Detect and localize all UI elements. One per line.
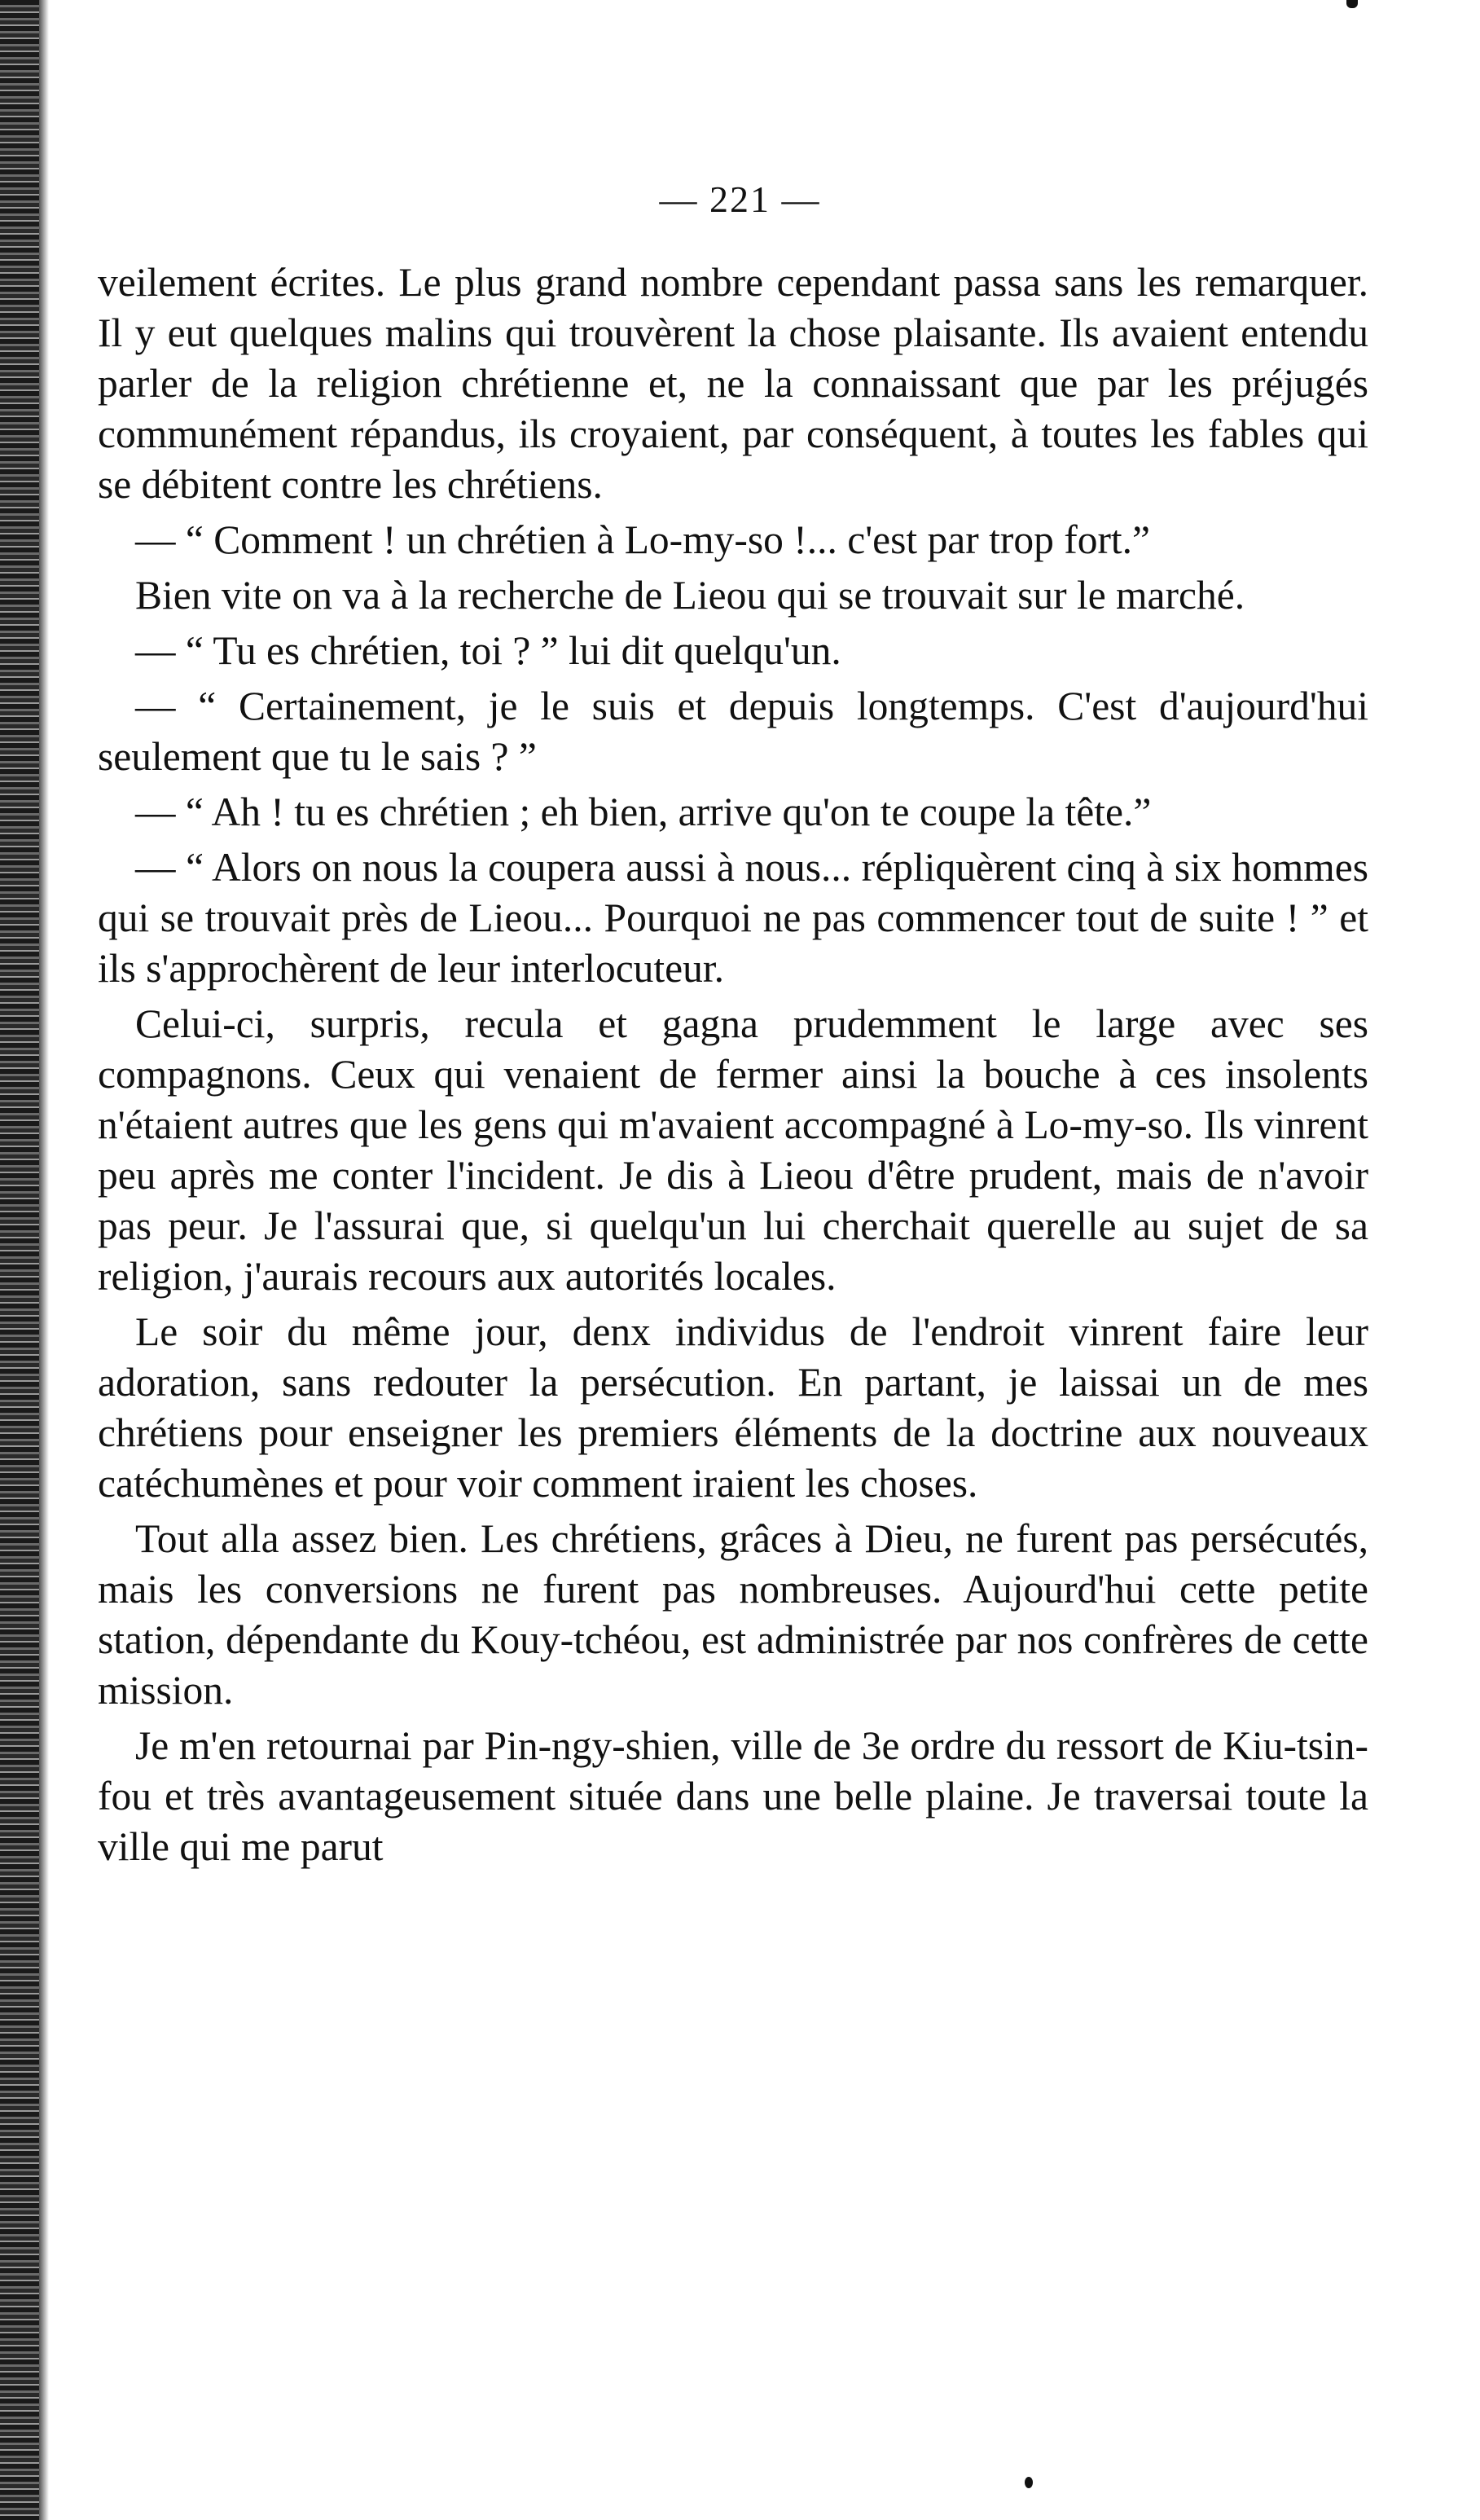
page-number: — 221 — — [659, 178, 821, 220]
corner-ink-mark — [1346, 0, 1358, 8]
dialogue-line: — “ Ah ! tu es chrétien ; eh bien, arrive qu'on te coupe la tête.” — [135, 789, 1152, 834]
dialogue-line: — “ Tu es chrétien, toi ? ” lui dit quelqu'un. — [135, 628, 841, 673]
dialogue-line: — “ Comment ! un chrétien à Lo-my-so !... c'est par trop fort.” — [135, 517, 1151, 562]
ink-speck — [1025, 2477, 1033, 2488]
book-binding-edge — [0, 0, 39, 2520]
paragraph: Le soir du même jour, denx individus de l'endroit vinrent faire leur adoration, sans redouter la persécution. En partant, je laissai un de mes chrétiens pour enseigner les premiers éléments de la doctrine aux nouveaux catéchumènes et pour voir comment iraient les choses. — [98, 1309, 1368, 1506]
body-text — [98, 257, 1368, 1877]
paragraph: Je m'en retournai par Pin-ngy-shien, ville de 3e ordre du ressort de Kiu-tsin-fou et très avantageusement située dans une belle plaine. Je traversai toute la ville qui me parut — [98, 1723, 1368, 1869]
dialogue-line: — “ Certainement, je le suis et depuis longtemps. C'est d'aujourd'hui seulement que tu le sais ? ” — [98, 684, 1368, 779]
paragraph: Tout alla assez bien. Les chrétiens, grâces à Dieu, ne furent pas persécutés, mais les conversions ne furent pas nombreuses. Aujourd'hui cette petite station, dépendante du Kouy-tchéou, est administrée par nos confrères de cette mission. — [98, 1516, 1368, 1713]
paragraph: Celui-ci, surpris, recula et gagna prudemment le large avec ses compagnons. Ceux qui venaient de fermer ainsi la bouche à ces insolents n'étaient autres que les gens qui m'avaient accompagné à Lo-my-so. Ils vinrent peu après me conter l'incident. Je dis à Lieou d'être prudent, mais de n'avoir pas peur. Je l'assurai que, si quelqu'un lui cherchait querelle au sujet de sa religion, j'aurais recours aux autorités locales. — [98, 1001, 1368, 1299]
paragraph: Bien vite on va à la recherche de Lieou qui se trouvait sur le marché. — [135, 573, 1245, 618]
paragraph: veilement écrites. Le plus grand nombre cependant passa sans les remarquer. Il y eut quelques malins qui trouvèrent la chose plaisante. Ils avaient entendu parler de la religion chrétienne et, ne la connaissant que par les préjugés communément répandus, ils croyaient, par conséquent, à toutes les fables qui se débitent contre les chrétiens. — [98, 260, 1368, 507]
dialogue-line: — “ Alors on nous la coupera aussi à nous... répliquèrent cinq à six hommes qui se trouvait près de Lieou... Pourquoi ne pas commencer tout de suite ! ” et ils s'approchèrent de leur interlocuteur. — [98, 845, 1368, 991]
